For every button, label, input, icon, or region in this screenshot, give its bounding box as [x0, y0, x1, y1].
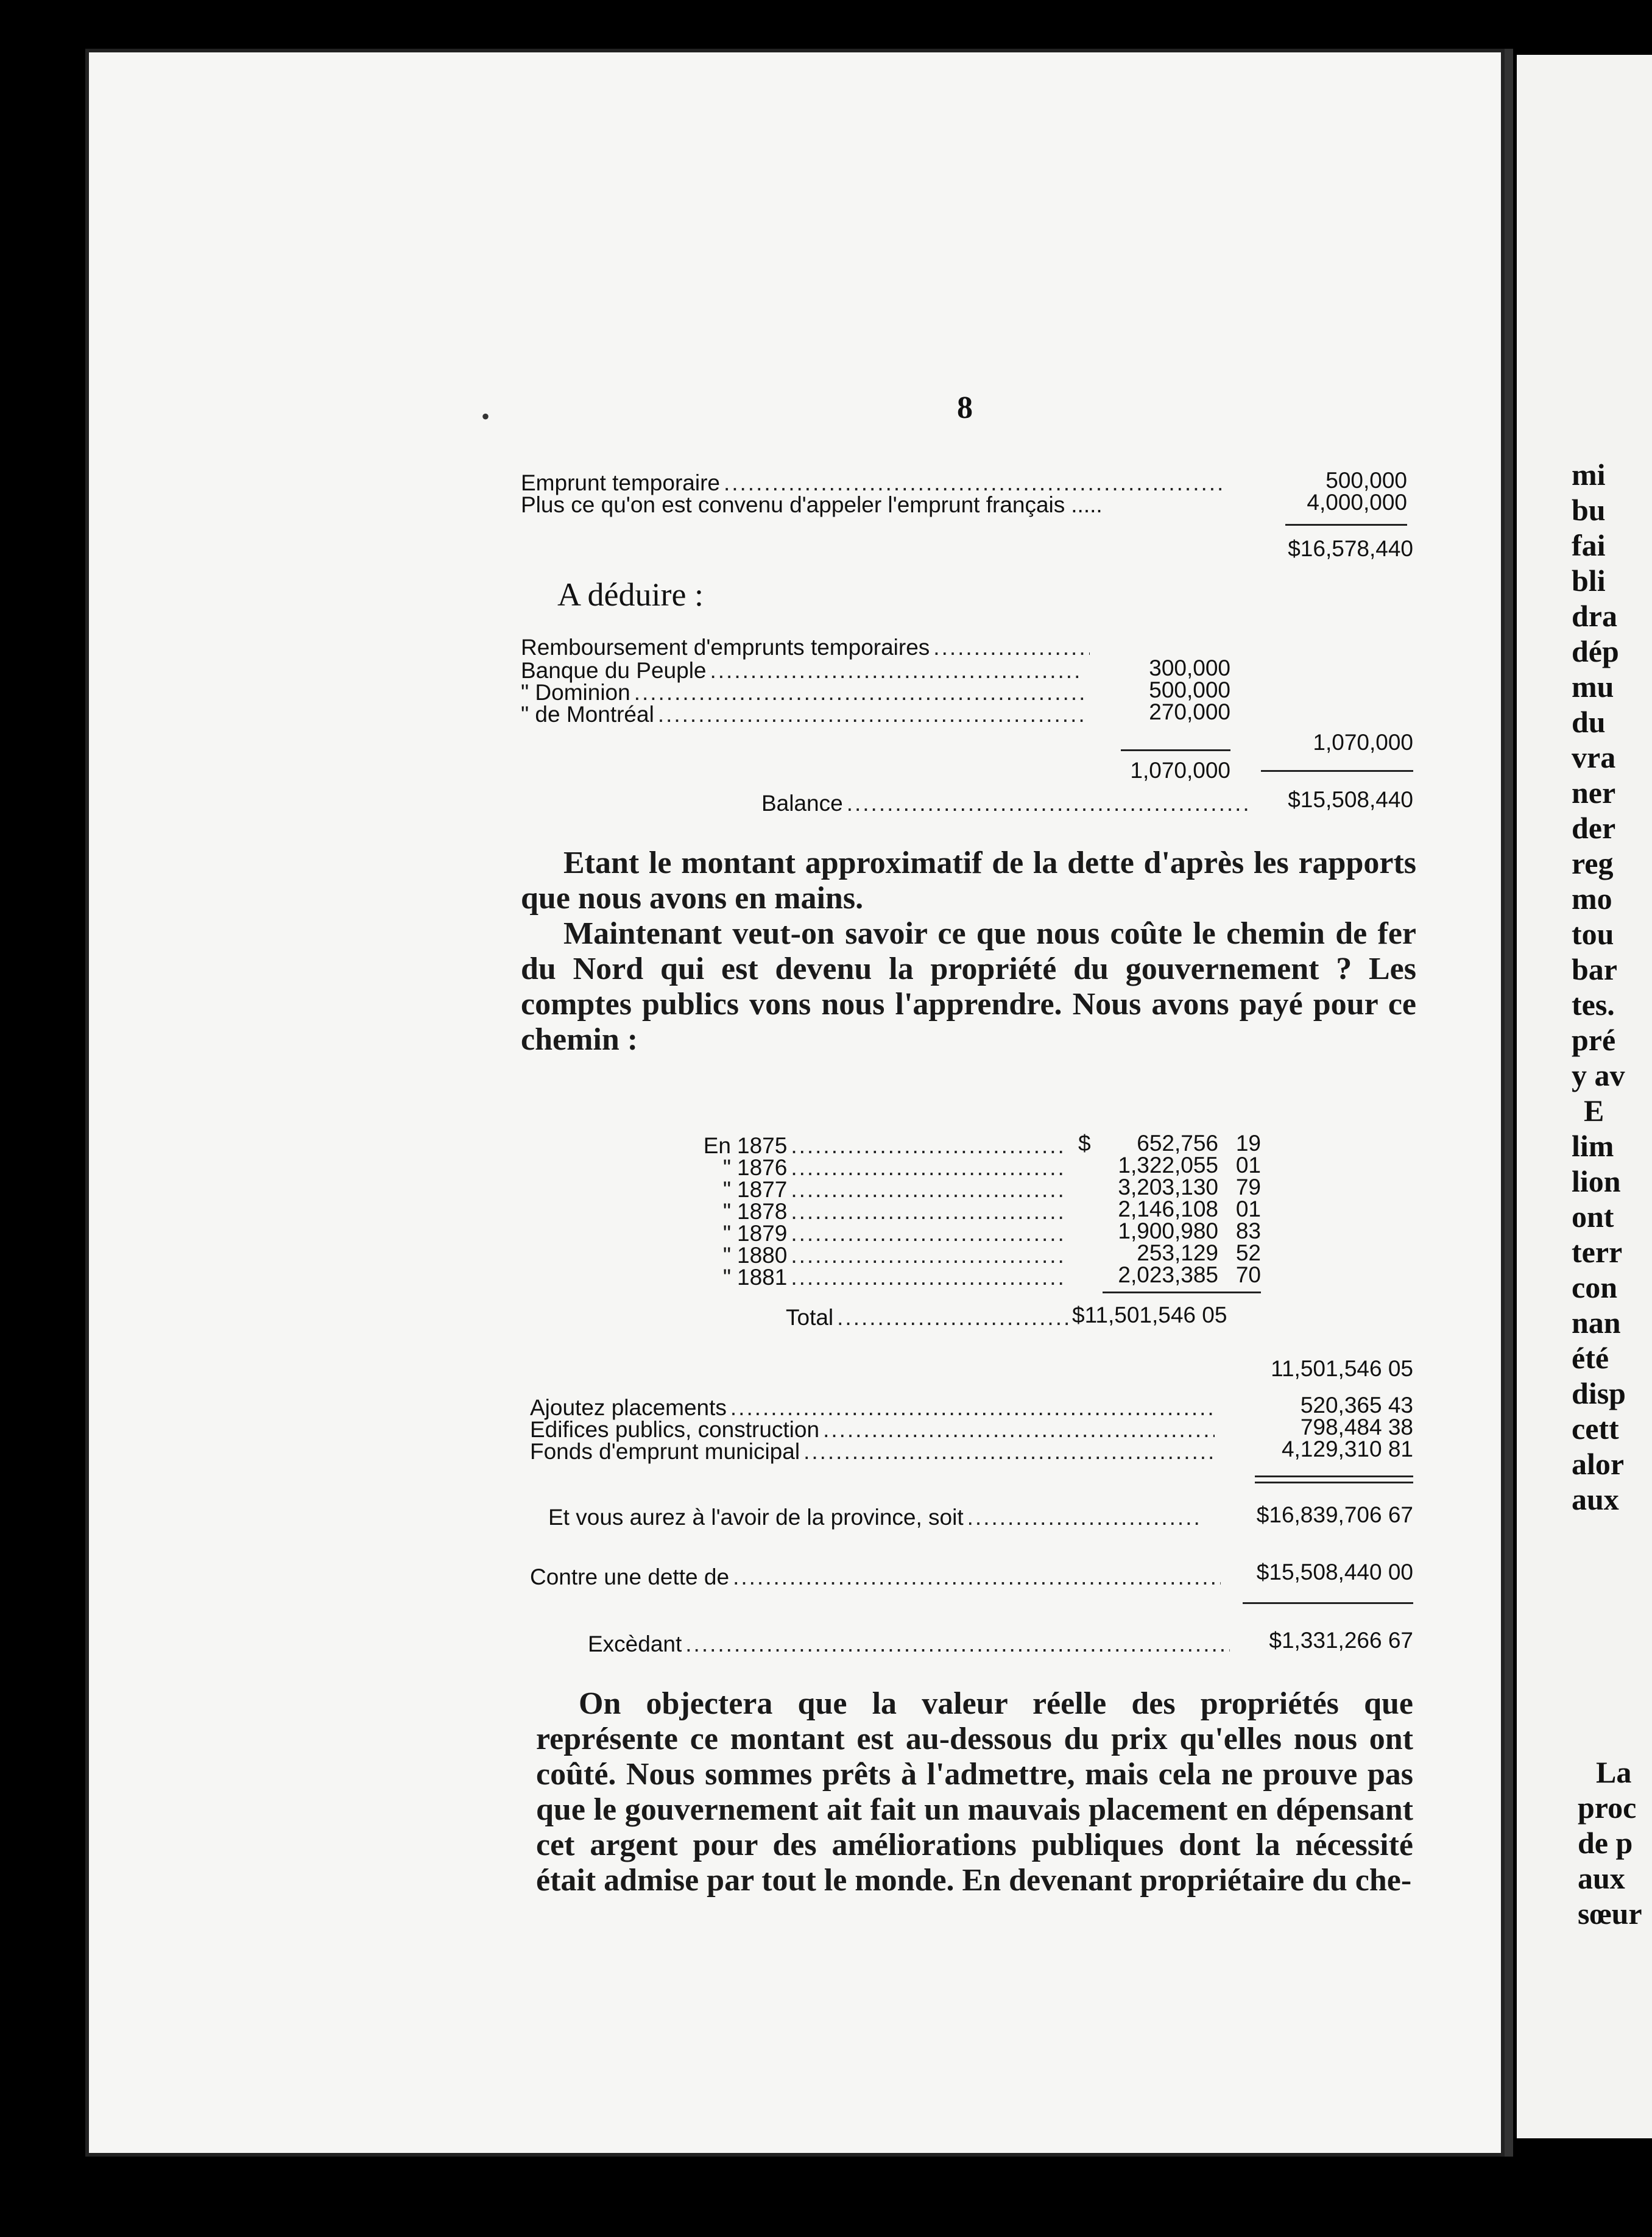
next-page-fragment: fai	[1572, 528, 1606, 562]
next-page-fragment: bu	[1572, 493, 1606, 527]
year-prefix: "	[722, 1265, 731, 1290]
next-page-fragment: mi	[1572, 458, 1606, 492]
addition-row	[530, 1439, 1218, 1465]
year-prefix: "	[722, 1199, 731, 1224]
bank-value: 300,000	[1149, 656, 1230, 680]
next-page-fragment: disp	[1572, 1376, 1626, 1410]
year-prefix: "	[722, 1243, 731, 1268]
remboursement-row	[521, 635, 1093, 660]
dette-label: Contre une dette de	[530, 1564, 730, 1589]
year-label: 1881	[737, 1265, 788, 1290]
year-amount: 3,203,130	[1118, 1175, 1218, 1200]
dette-row	[530, 1564, 1224, 1590]
rule	[1121, 749, 1230, 751]
excedant-row	[588, 1631, 1234, 1657]
excedant-label: Excèdant	[588, 1631, 682, 1656]
currency-sign: $	[1078, 1131, 1091, 1156]
year-label: 1875	[737, 1133, 788, 1158]
year-prefix: En	[703, 1133, 731, 1158]
bank-label: " Dominion	[521, 680, 630, 705]
total-label: Total	[786, 1305, 834, 1330]
rule	[1103, 1292, 1261, 1293]
year-label: 1876	[737, 1155, 788, 1180]
next-page-fragment: aux	[1578, 1861, 1625, 1895]
page-number: 8	[957, 391, 973, 425]
year-amount: 2,023,385	[1118, 1262, 1218, 1287]
year-label: 1880	[737, 1243, 788, 1268]
addition-label: Edifices publics, construction	[530, 1417, 820, 1442]
next-page-fragment: terr	[1572, 1235, 1623, 1269]
year-row	[685, 1265, 1069, 1290]
next-page-fragment: du	[1572, 705, 1606, 739]
rule	[1255, 1475, 1413, 1477]
next-page-fragment: reg	[1572, 846, 1614, 880]
next-page-fragment: bli	[1572, 564, 1606, 598]
emprunt-total: $16,578,440	[1288, 536, 1413, 561]
year-amount: 652,756	[1137, 1131, 1218, 1156]
year-label: 1879	[737, 1221, 788, 1246]
year-cents: 70	[1235, 1262, 1261, 1287]
addition-value: 520,365 43	[1300, 1393, 1413, 1418]
bank-label: Banque du Peuple	[521, 658, 707, 683]
next-page-fragment: aux	[1572, 1482, 1619, 1516]
emprunt-francais-row: Plus ce qu'on est convenu d'appeler l'emprunt français .....	[521, 492, 1103, 517]
next-page-fragment: lion	[1572, 1164, 1621, 1198]
year-prefix: "	[722, 1177, 731, 1202]
next-page-fragment: bar	[1572, 952, 1617, 986]
next-page-fragment: proc	[1578, 1790, 1637, 1825]
bank-label: " de Montréal	[521, 702, 654, 727]
next-page-fragment: ner	[1572, 776, 1616, 810]
year-prefix: "	[722, 1155, 731, 1180]
margin-mark: •	[481, 403, 490, 430]
year-cents: 79	[1235, 1175, 1261, 1200]
year-cents: 83	[1235, 1218, 1261, 1243]
next-page-fragment: tou	[1572, 917, 1614, 951]
balance-row	[761, 791, 1255, 816]
emprunt-francais-value: 4,000,000	[1307, 490, 1407, 515]
avoir-value: $16,839,706 67	[1256, 1502, 1413, 1527]
next-page-fragment: ont	[1572, 1200, 1614, 1234]
emprunt-temporaire-label: Emprunt temporaire	[521, 470, 720, 495]
year-cents: 01	[1235, 1153, 1261, 1178]
avoir-row	[548, 1505, 1206, 1530]
next-page-fragment: vra	[1572, 740, 1616, 774]
next-page-fragment: cett	[1572, 1412, 1619, 1446]
year-amount: 1,322,055	[1118, 1153, 1218, 1178]
next-page-fragment: lim	[1572, 1129, 1614, 1163]
bank-value: 270,000	[1149, 699, 1230, 724]
paragraph-debt: Etant le montant approximatif de la dette d'après les rapports que nous avons en mains. Maintenant veut-on savoir ce que nous coûte le chemin de fer du Nord qui est devenu la propriété du gouvernement ? Les comptes publics vons nous l'apprendre. Nous avons payé pour ce chemin :	[521, 846, 1416, 1057]
emprunt-temporaire-value: 500,000	[1325, 468, 1407, 493]
rule	[1261, 770, 1413, 772]
emprunt-francais-label: Plus ce qu'on est convenu d'appeler l'emprunt français	[521, 492, 1065, 517]
addition-label: Ajoutez placements	[530, 1395, 727, 1420]
next-page-fragment: La	[1596, 1755, 1632, 1789]
next-page-fragment: con	[1572, 1270, 1617, 1304]
year-prefix: "	[722, 1221, 731, 1246]
deduire-heading: A déduire :	[557, 576, 704, 613]
rule	[1243, 1602, 1413, 1604]
next-page-fragment: tes.	[1572, 988, 1615, 1022]
remboursement-label: Remboursement d'emprunts temporaires	[521, 635, 930, 660]
year-amount: 253,129	[1137, 1240, 1218, 1265]
balance-label: Balance	[761, 791, 843, 816]
bank-row	[521, 702, 1087, 727]
total-row	[786, 1305, 1072, 1331]
addition-value: 798,484 38	[1300, 1415, 1413, 1440]
year-cents: 01	[1235, 1196, 1261, 1221]
avoir-label: Et vous aurez à l'avoir de la province, soit	[548, 1505, 964, 1530]
bank-value: 500,000	[1149, 677, 1230, 702]
next-page-edge	[1517, 55, 1652, 2138]
excedant-value: $1,331,266 67	[1269, 1628, 1413, 1653]
next-page-fragment: nan	[1572, 1306, 1621, 1340]
carried-total: 11,501,546 05	[1271, 1356, 1413, 1381]
addition-value: 4,129,310 81	[1281, 1437, 1413, 1461]
year-cents: 52	[1235, 1240, 1261, 1265]
balance-value: $15,508,440	[1288, 787, 1413, 812]
year-label: 1878	[737, 1199, 788, 1224]
rule	[1255, 1482, 1413, 1483]
year-cents: 19	[1235, 1131, 1261, 1156]
next-page-fragment: der	[1572, 811, 1616, 845]
deduire-subtotal-right: 1,070,000	[1313, 730, 1413, 755]
next-page-fragment: y av	[1572, 1058, 1625, 1092]
next-page-fragment: été	[1572, 1341, 1609, 1375]
rule	[1285, 524, 1407, 526]
addition-label: Fonds d'emprunt municipal	[530, 1439, 800, 1464]
next-page-fragment: sœur	[1578, 1896, 1642, 1931]
year-amount: 2,146,108	[1118, 1196, 1218, 1221]
year-amount: 1,900,980	[1118, 1218, 1218, 1243]
next-page-fragment: pré	[1572, 1023, 1616, 1057]
next-page-fragment: dép	[1572, 634, 1619, 668]
next-page-fragment: mu	[1572, 670, 1614, 704]
next-page-fragment: alor	[1572, 1447, 1625, 1481]
next-page-fragment: dra	[1572, 599, 1617, 633]
total-value: $11,501,546 05	[1072, 1302, 1227, 1327]
next-page-fragment: mo	[1572, 882, 1612, 916]
dette-value: $15,508,440 00	[1256, 1560, 1413, 1585]
next-page-fragment: E	[1584, 1094, 1604, 1128]
deduire-subtotal: 1,070,000	[1130, 758, 1230, 783]
year-label: 1877	[737, 1177, 788, 1202]
next-page-fragment: de p	[1578, 1826, 1633, 1860]
paragraph-objection: On objectera que la valeur réelle des propriétés que représente ce montant est au-dessous du prix qu'elles nous ont coûté. Nous sommes prêts à l'admettre, mais cela ne prouve pas que le gouvernement ait fait un mauvais placement en dépensant cet argent pour des améliorations publiques dont la nécessité était admise par tout le monde. En devenant propriétaire du che-	[536, 1686, 1413, 1898]
